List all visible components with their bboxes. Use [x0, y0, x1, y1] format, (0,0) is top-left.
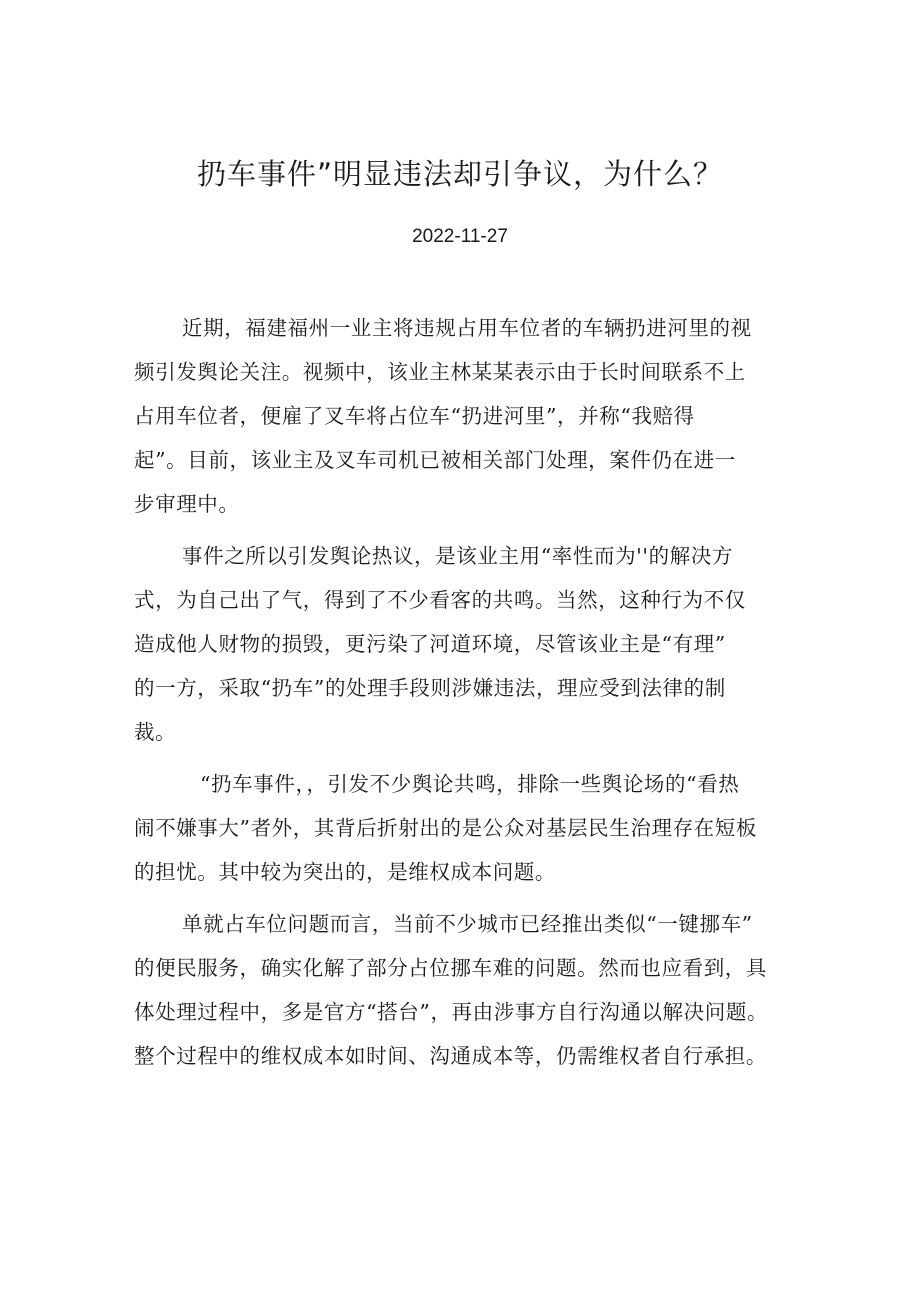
- text-line: 单就占车位问题而言，当前不少城市已经推出类似“一键挪车”: [182, 912, 753, 936]
- paragraph-3: [134, 762, 794, 894]
- text-line: 的便民服务，确实化解了部分占位挪车难的问题。然而也应看到，具: [134, 956, 767, 980]
- text-line: 事件之所以引发舆论热议，是该业主用“率性而为''的解决方: [182, 544, 734, 568]
- paragraph-1: [134, 306, 794, 526]
- text-line: 裁。: [134, 720, 177, 744]
- text-line: 占用车位者，便雇了叉车将占位车“扔进河里”，并称“我赔得: [134, 404, 695, 428]
- paragraph-4: [134, 902, 794, 1078]
- text-line: 步审理中。: [134, 492, 240, 516]
- paragraph-2: [134, 534, 794, 754]
- text-line: 闹不嫌事大”者外，其背后折射出的是公众对基层民生治理存在短板: [134, 816, 757, 840]
- text-line: “扔车事件，，引发不少舆论共鸣，排除一些舆论场的“看热: [200, 772, 740, 796]
- text-line: 频引发舆论关注。视频中，该业主林某某表示由于长时间联系不上: [134, 360, 746, 384]
- article-date: 2022-11-27: [412, 226, 508, 247]
- text-line: 体处理过程中，多是官方“搭台”，再由涉事方自行沟通以解决问题。: [134, 1000, 769, 1024]
- text-line: 的一方，采取“扔车”的处理手段则涉嫌违法，理应受到法律的制: [134, 676, 726, 700]
- text-line: 整个过程中的维权成本如时间、沟通成本等，仍需维权者自行承担。: [134, 1044, 767, 1068]
- text-line: 式，为自己出了气，得到了不少看客的共鸣。当然，这种行为不仅: [134, 588, 746, 612]
- article-title: 扔车事件”明显违法却引争议，为什么？: [196, 157, 724, 191]
- text-line: 造成他人财物的损毁，更污染了河道环境，尽管该业主是“有理”: [134, 632, 726, 656]
- text-line: 近期，福建福州一业主将违规占用车位者的车辆扔进河里的视: [182, 316, 752, 340]
- text-line: 的担忧。其中较为突出的，是维权成本问题。: [134, 860, 556, 884]
- article-body: [134, 306, 794, 1078]
- text-line: 起”。目前，该业主及叉车司机已被相关部门处理，案件仍在进一: [134, 448, 736, 472]
